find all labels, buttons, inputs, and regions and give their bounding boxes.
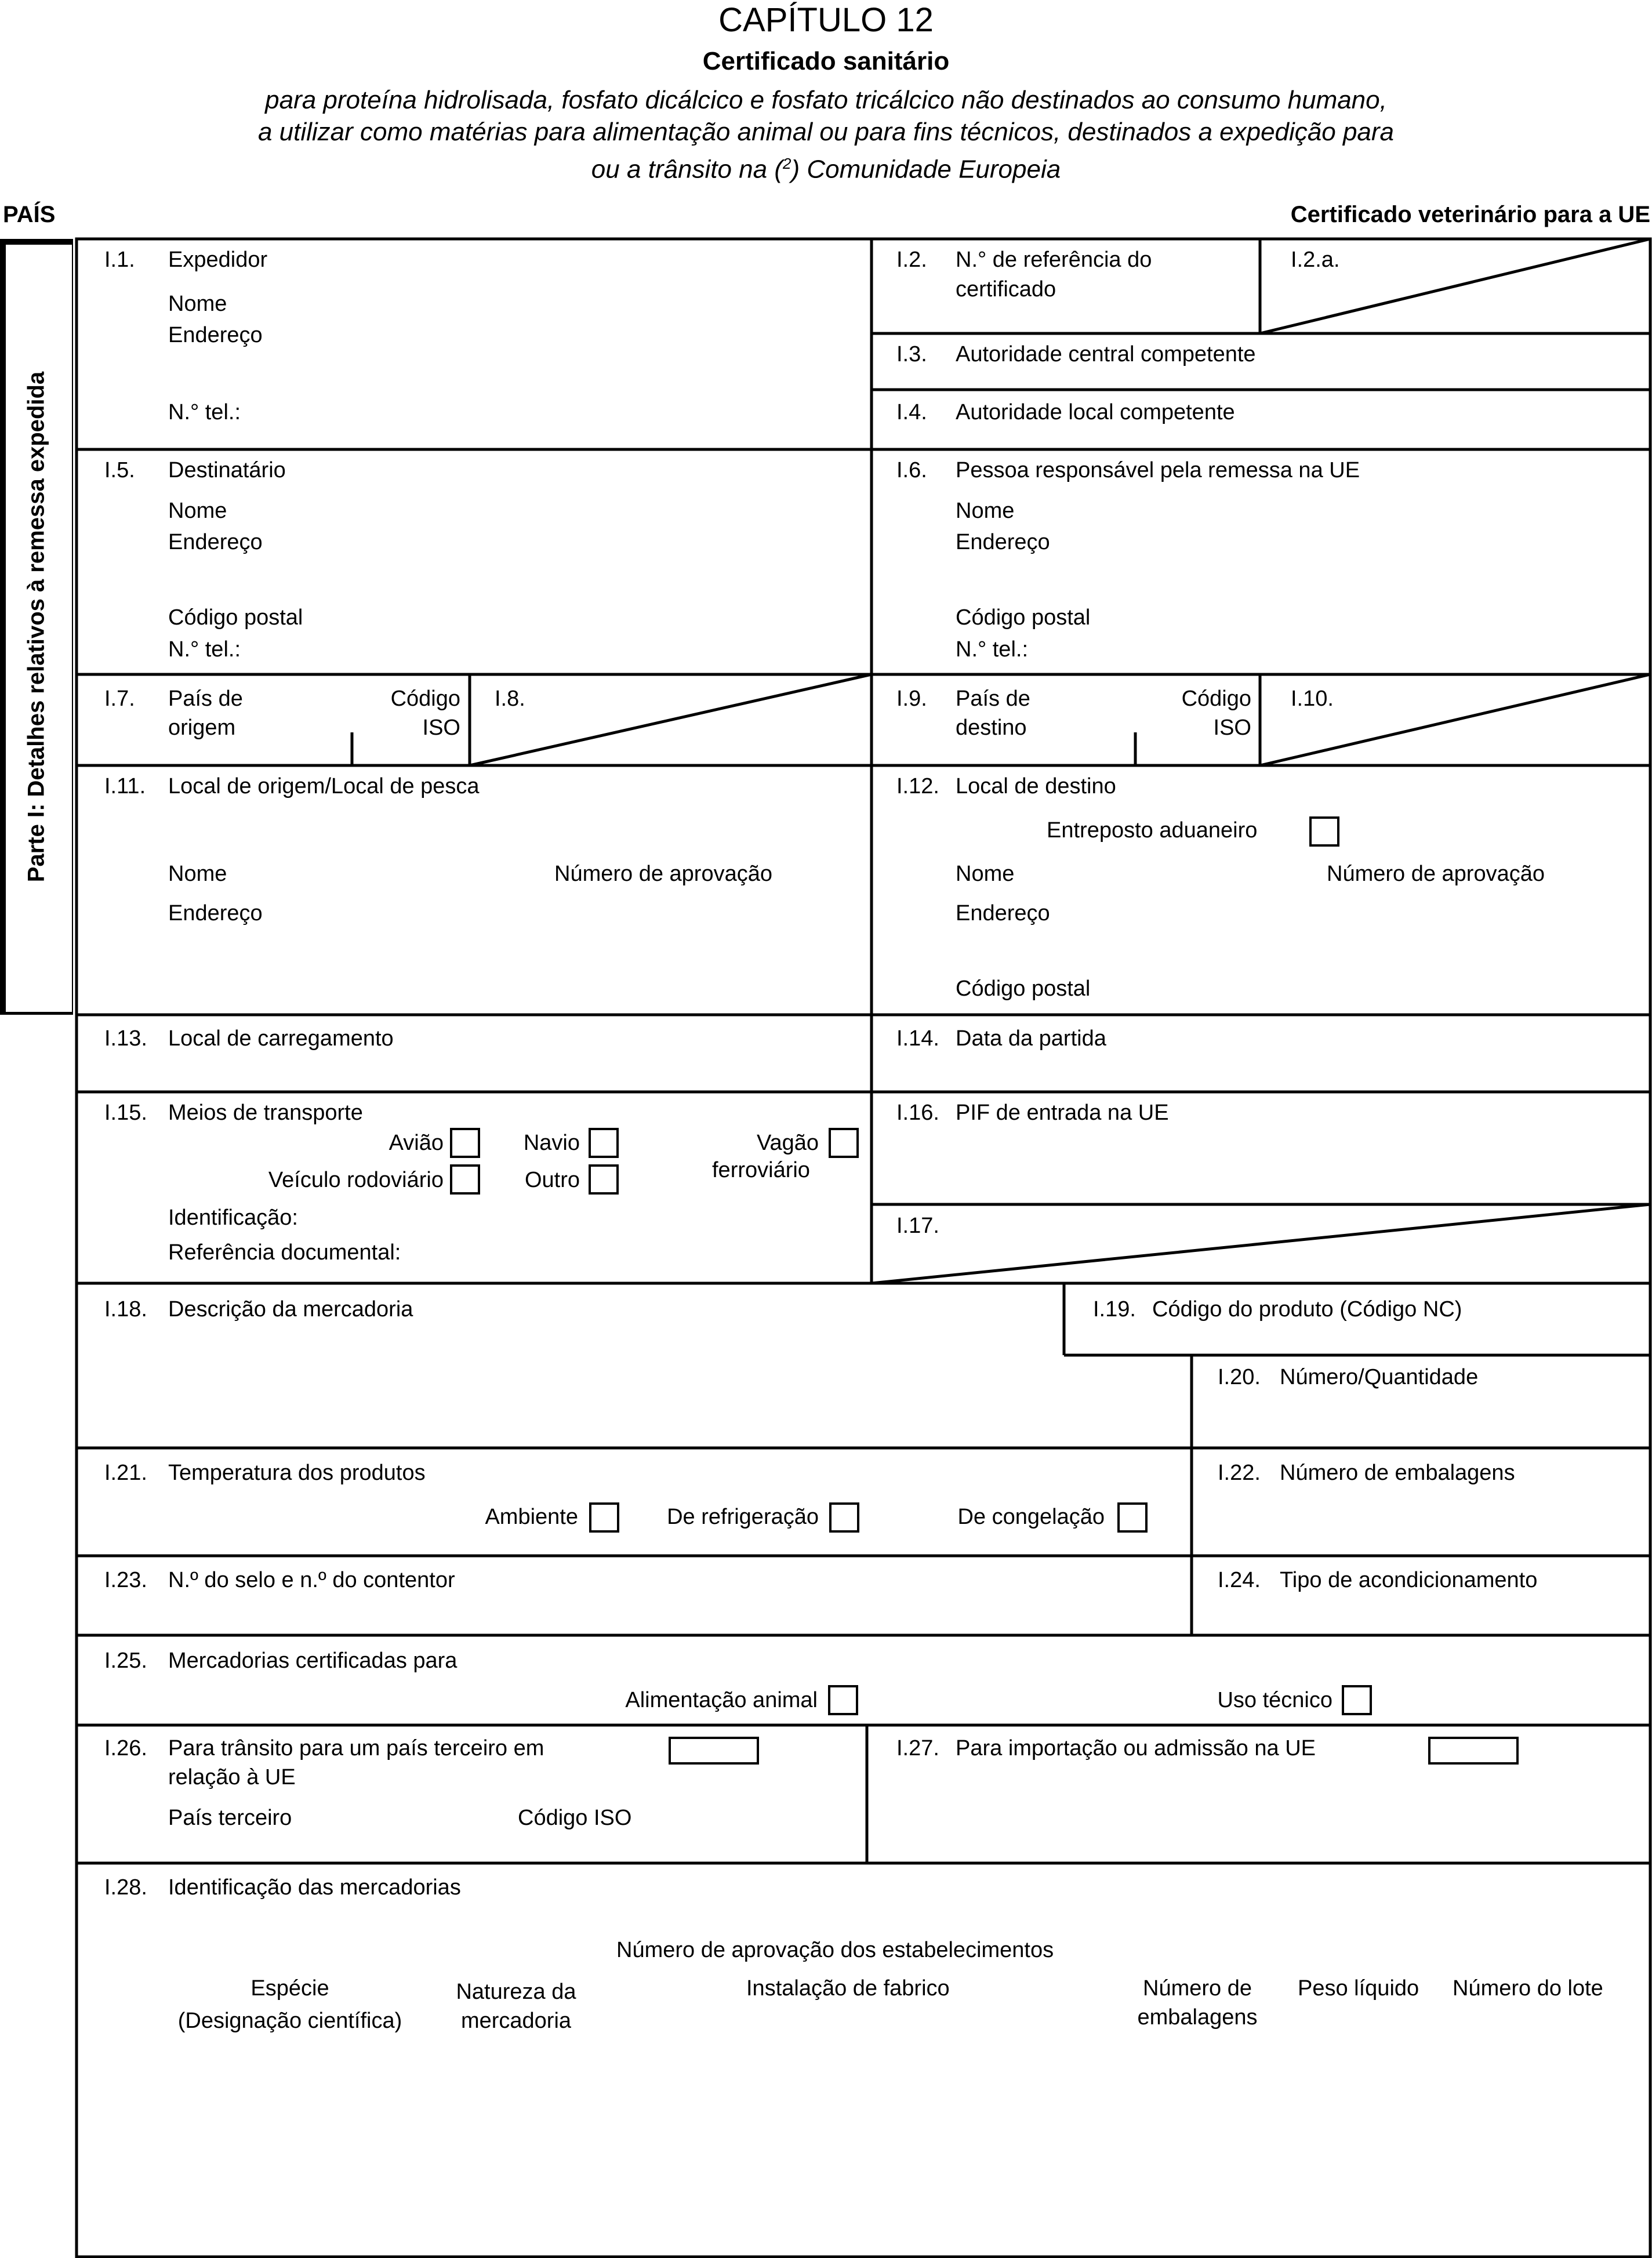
i13-num: I.13.	[104, 1026, 147, 1051]
i6-num: I.6.	[896, 458, 927, 482]
i12-name: Nome	[956, 862, 1015, 886]
i15-title: Meios de transporte	[168, 1101, 363, 1125]
country-label: PAÍS	[3, 202, 56, 227]
col-batch: Número do lote	[1453, 1976, 1603, 2001]
tech-checkbox[interactable]	[1342, 1685, 1372, 1715]
i26-title-2: relação à UE	[168, 1765, 296, 1789]
i23-num: I.23.	[104, 1568, 147, 1592]
i13-title: Local de carregamento	[168, 1026, 394, 1051]
tech-label: Uso técnico	[1217, 1688, 1333, 1712]
i14-num: I.14.	[896, 1026, 939, 1051]
i7-num: I.7.	[104, 687, 135, 711]
i28-title: Identificação das mercadorias	[168, 1875, 461, 1900]
rail-checkbox[interactable]	[829, 1128, 859, 1158]
footnote-ref: 2	[783, 155, 791, 172]
i18-num: I.18.	[104, 1297, 147, 1322]
i17-num: I.17.	[896, 1214, 939, 1238]
i2-num: I.2.	[896, 248, 927, 272]
i2-title-2: certificado	[956, 277, 1056, 302]
col-plant: Instalação de fabrico	[746, 1976, 950, 2001]
i24-num: I.24.	[1218, 1568, 1261, 1592]
import-input-box[interactable]	[1428, 1737, 1519, 1765]
i11-approval: Número de aprovação	[554, 862, 772, 886]
i11-address: Endereço	[168, 901, 263, 925]
rail-label-1: Vagão	[756, 1131, 819, 1155]
i12-address: Endereço	[956, 901, 1050, 925]
i7-title-2: origem	[168, 716, 236, 740]
i3-title: Autoridade central competente	[956, 342, 1256, 366]
frozen-checkbox[interactable]	[1117, 1502, 1148, 1533]
i19-title: Código do produto (Código NC)	[1152, 1297, 1462, 1322]
approval-heading: Número de aprovação dos estabelecimentos	[616, 1938, 1054, 1962]
i24-title: Tipo de acondicionamento	[1280, 1568, 1538, 1592]
i3-num: I.3.	[896, 342, 927, 366]
i6-postal: Código postal	[956, 605, 1091, 630]
i12-customs-label: Entreposto aduaneiro	[1047, 818, 1258, 843]
other-checkbox[interactable]	[589, 1164, 619, 1195]
plane-label: Avião	[389, 1131, 444, 1155]
i21-title: Temperatura dos produtos	[168, 1461, 426, 1485]
i1-title: Expedidor	[168, 248, 268, 272]
i12-num: I.12.	[896, 774, 939, 798]
i26-third: País terceiro	[168, 1806, 292, 1830]
i6-name: Nome	[956, 499, 1015, 523]
col-species-2: (Designação científica)	[177, 2009, 402, 2033]
plane-checkbox[interactable]	[450, 1128, 480, 1158]
subtitle-line-1: para proteína hidrolisada, fosfato dicálcico e fosfato tricálcico não destinados ao consumo humano,	[265, 86, 1387, 114]
i23-title: N.º do selo e n.º do contentor	[168, 1568, 455, 1592]
chilled-checkbox[interactable]	[829, 1502, 859, 1533]
i4-num: I.4.	[896, 400, 927, 424]
i19-num: I.19.	[1093, 1297, 1136, 1322]
i14-title: Data da partida	[956, 1026, 1106, 1051]
i5-name: Nome	[168, 499, 227, 523]
i1-tel: N.° tel.:	[168, 400, 241, 424]
road-checkbox[interactable]	[450, 1164, 480, 1195]
i9-iso-1: Código	[1181, 687, 1251, 711]
chapter-title: CAPÍTULO 12	[718, 1, 934, 39]
i4-title: Autoridade local competente	[956, 400, 1235, 424]
i5-title: Destinatário	[168, 458, 286, 482]
i12-approval: Número de aprovação	[1327, 862, 1545, 886]
transit-input-box[interactable]	[669, 1737, 759, 1765]
i2-title-1: N.° de referência do	[956, 248, 1152, 272]
subtitle-line-2: a utilizar como matérias para alimentação animal ou para fins técnicos, destinados a expedição para	[257, 118, 1395, 146]
i7-iso-2: ISO	[422, 716, 460, 740]
i22-title: Número de embalagens	[1280, 1461, 1515, 1485]
i1-address: Endereço	[168, 323, 263, 347]
i12-postal: Código postal	[956, 976, 1091, 1001]
i2a-num: I.2.a.	[1291, 248, 1340, 272]
i21-num: I.21.	[104, 1461, 147, 1485]
i1-name: Nome	[168, 292, 227, 316]
i9-title-2: destino	[956, 716, 1027, 740]
col-nature-1: Natureza da	[456, 1980, 576, 2004]
certificate-title: Certificado sanitário	[702, 47, 950, 75]
i27-num: I.27.	[896, 1736, 939, 1760]
i9-num: I.9.	[896, 687, 927, 711]
i12-title: Local de destino	[956, 774, 1116, 798]
i11-num: I.11.	[104, 774, 146, 798]
rail-label-2: ferroviário	[712, 1158, 810, 1182]
i5-tel: N.° tel.:	[168, 637, 241, 662]
i25-num: I.25.	[104, 1649, 147, 1673]
i28-num: I.28.	[104, 1875, 147, 1900]
vet-cert-label: Certificado veterinário para a UE	[1290, 202, 1650, 227]
i15-num: I.15.	[104, 1101, 147, 1125]
subtitle-line-3: ou a trânsito na ($^2$) Comunidade Europeia	[591, 155, 1061, 184]
i26-num: I.26.	[104, 1736, 147, 1760]
ship-label: Navio	[523, 1131, 580, 1155]
ambient-label: Ambiente	[485, 1505, 578, 1529]
other-label: Outro	[524, 1168, 580, 1192]
road-label: Veículo rodoviário	[268, 1168, 444, 1192]
i20-title: Número/Quantidade	[1280, 1365, 1479, 1389]
i15-docref: Referência documental:	[168, 1240, 401, 1265]
ship-checkbox[interactable]	[589, 1128, 619, 1158]
i11-title: Local de origem/Local de pesca	[168, 774, 480, 798]
i20-num: I.20.	[1218, 1365, 1261, 1389]
i15-ident: Identificação:	[168, 1206, 298, 1230]
i10-num: I.10.	[1291, 687, 1334, 711]
i5-num: I.5.	[104, 458, 135, 482]
col-packages-1: Número de	[1143, 1976, 1252, 2001]
i1-num: I.1.	[104, 248, 135, 272]
i5-postal: Código postal	[168, 605, 303, 630]
i5-address: Endereço	[168, 530, 263, 554]
ambient-checkbox[interactable]	[589, 1502, 619, 1533]
i27-title: Para importação ou admissão na UE	[956, 1736, 1316, 1760]
i7-iso-1: Código	[390, 687, 460, 711]
frozen-label: De congelação	[957, 1505, 1105, 1529]
i6-tel: N.° tel.:	[956, 637, 1029, 662]
i7-title-1: País de	[168, 687, 243, 711]
i18-title: Descrição da mercadoria	[168, 1297, 413, 1322]
i26-iso: Código ISO	[518, 1806, 632, 1830]
i16-num: I.16.	[896, 1101, 939, 1125]
customs-warehouse-checkbox[interactable]	[1309, 816, 1339, 847]
col-nature-2: mercadoria	[460, 2009, 572, 2033]
feed-checkbox[interactable]	[828, 1685, 858, 1715]
i26-title-1: Para trânsito para um país terceiro em	[168, 1736, 544, 1760]
side-label: Parte I: Detalhes relativos à remessa expedida	[23, 371, 49, 883]
i16-title: PIF de entrada na UE	[956, 1101, 1169, 1125]
i9-title-1: País de	[956, 687, 1030, 711]
chilled-label: De refrigeração	[667, 1505, 819, 1529]
feed-label: Alimentação animal	[625, 1688, 818, 1712]
i11-name: Nome	[168, 862, 227, 886]
col-net: Peso líquido	[1298, 1976, 1419, 2001]
col-packages-2: embalagens	[1137, 2005, 1258, 2030]
i22-num: I.22.	[1218, 1461, 1261, 1485]
i8-num: I.8.	[495, 687, 525, 711]
i9-iso-2: ISO	[1213, 716, 1251, 740]
i6-address: Endereço	[956, 530, 1050, 554]
col-species-1: Espécie	[250, 1976, 329, 2001]
i25-title: Mercadorias certificadas para	[168, 1649, 458, 1673]
i6-title: Pessoa responsável pela remessa na UE	[956, 458, 1360, 482]
